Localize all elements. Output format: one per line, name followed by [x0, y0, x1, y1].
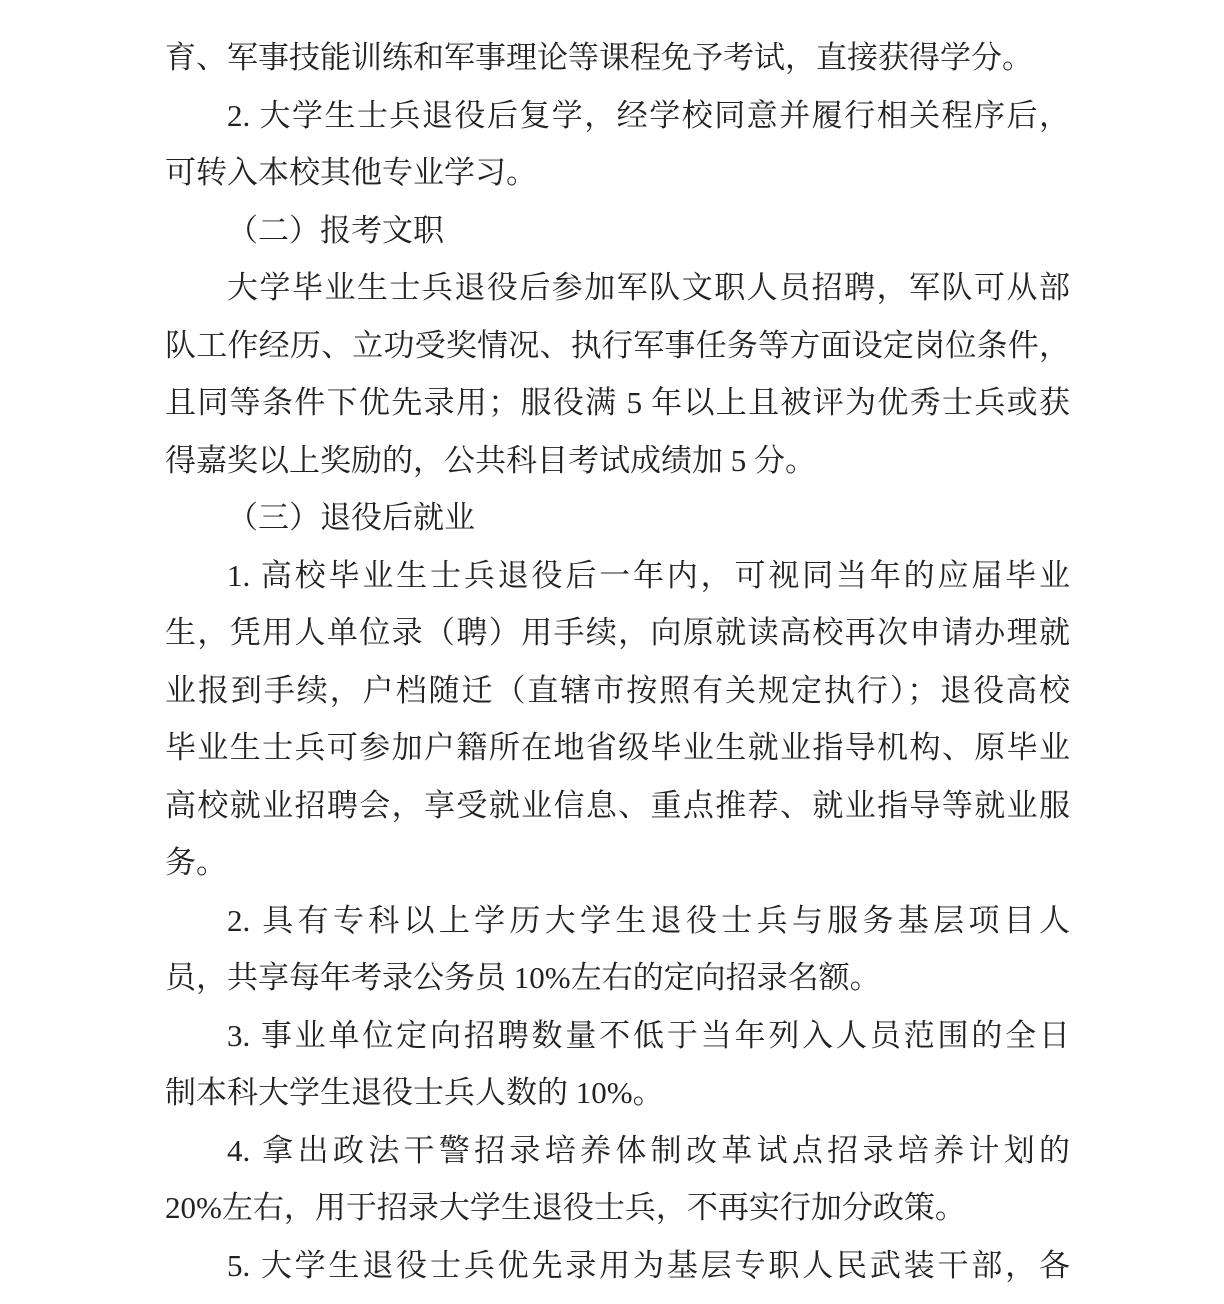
- document-line: 2. 具有专科以上学历大学生退役士兵与服务基层项目人: [227, 902, 1070, 938]
- document-line: 队工作经历、立功受奖情况、执行军事任务等方面设定岗位条件，: [165, 327, 1070, 363]
- document-line: 4. 拿出政法干警招录培养体制改革试点招录培养计划的: [227, 1132, 1070, 1168]
- document-line: 务。: [165, 845, 227, 880]
- document-line: 2. 大学生士兵退役后复学，经学校同意并履行相关程序后，: [227, 97, 1070, 133]
- document-line: 1. 高校毕业生士兵退役后一年内，可视同当年的应届毕业: [227, 557, 1070, 593]
- document-line: 5. 大学生退役士兵优先录用为基层专职人民武装干部，各: [227, 1247, 1070, 1283]
- document-line: 大学毕业生士兵退役后参加军队文职人员招聘，军队可从部: [227, 270, 1070, 305]
- document-line: 业报到手续，户档随迁（直辖市按照有关规定执行）；退役高校: [165, 672, 1070, 708]
- section-heading: （二）报考文职: [227, 212, 444, 248]
- document-line: 高校就业招聘会，享受就业信息、重点推荐、就业指导等就业服: [165, 787, 1070, 823]
- document-line: 生，凭用人单位录（聘）用手续，向原就读高校再次申请办理就: [165, 615, 1070, 650]
- document-line: 毕业生士兵可参加户籍所在地省级毕业生就业指导机构、原毕业: [165, 730, 1070, 765]
- document-line: 3. 事业单位定向招聘数量不低于当年列入人员范围的全日: [227, 1017, 1070, 1053]
- document-line: 且同等条件下优先录用；服役满 5 年以上且被评为优秀士兵或获: [165, 385, 1070, 420]
- document-line: 得嘉奖以上奖励的，公共科目考试成绩加 5 分。: [165, 442, 816, 478]
- document-line: 制本科大学生退役士兵人数的 10%。: [165, 1075, 664, 1110]
- document-line: 育、军事技能训练和军事理论等课程免予考试，直接获得学分。: [165, 40, 1033, 75]
- document-text-block: [165, 29, 1070, 1294]
- document-line: 员，共享每年考录公务员 10%左右的定向招录名额。: [165, 960, 881, 995]
- document-line: 20%左右，用于招录大学生退役士兵，不再实行加分政策。: [165, 1190, 966, 1225]
- document-line: 可转入本校其他专业学习。: [165, 155, 537, 190]
- section-heading: （三）退役后就业: [227, 500, 475, 535]
